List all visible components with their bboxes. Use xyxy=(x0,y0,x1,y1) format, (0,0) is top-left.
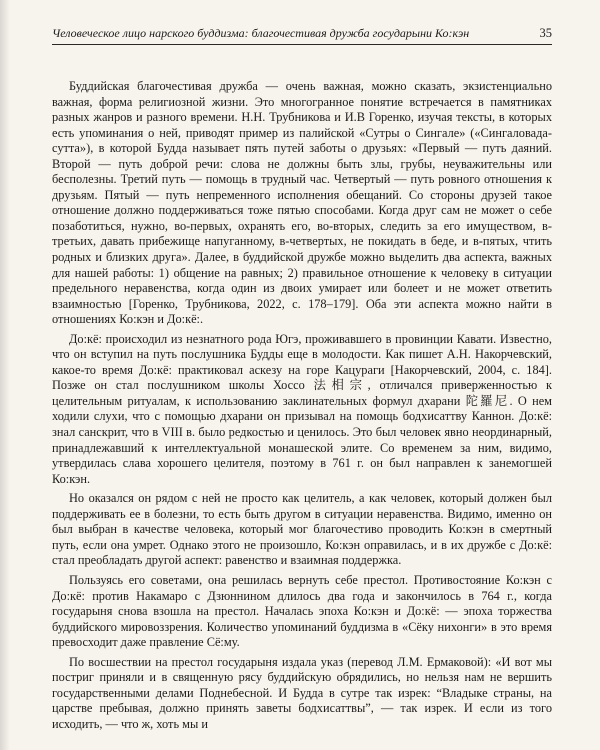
binding-shadow xyxy=(0,0,10,750)
body-text xyxy=(52,79,552,732)
running-title: Человеческое лицо нарского буддизма: благочестивая дружба государыни Ко:кэн xyxy=(52,26,470,40)
paragraph-4: Пользуясь его советами, она решилась вернуть себе престол. Противостояние Ко:кэн с До:кё: против Накамаро с Дзюннином длилось два года и закончилось в 764 г., когда государыня снова взошла на престол. Началась эпоха Ко:кэн и До:кё: — эпоха торжества буддийского мировоззрения. Количество упоминаний буддизма в «Сёку нихонги» в это время превосходит даже правление Сё:му. xyxy=(52,572,552,650)
paragraph-2: До:кё: происходил из незнатного рода Югэ, проживавшего в провинции Кавати. Известно, что он вступил на путь послушника Будды еще в молодости. Как пишет А.Н. Накорчевский, какое-то время До:кё: практиковал аскезу на горе Кацураги [Накорчевский, 2004, с. 184]. Позже он стал послушником школы Хоссо 法相宗, отличался приверженностью к целительным ритуалам, к использованию заклинательных формул дхарани 陀羅尼. О нем ходили слухи, что с помощью дхарани он призывал на помощь бодхисаттву Каннон. До:кё: знал санскрит, что в VIII в. было редкостью и ценилось. Это был человек явно неординарный, принадлежавший к интеллектуальной монашеской элите. Со временем за ним, видимо, утвердилась слава хорошего целителя, поэтому в 761 г. он был направлен к занемогшей Ко:кэн. xyxy=(52,331,552,486)
running-header xyxy=(52,26,552,45)
paragraph-1: Буддийская благочестивая дружба — очень важная, можно сказать, экзистенциально важная, форма религиозной жизни. Это многогранное понятие встречается в памятниках разных жанров и разного времени. Н.Н. Трубникова и И.В Горенко, изучая тексты, в которых есть упоминания о ней, приводят пример из палийской «Сутры о Сингале» («Сингаловада-сутта»), в которой Будда называет пять путей заботы о друзьях: «Первый — путь даяний. Второй — путь доброй речи: слова не должны быть злы, грубы, неуважительны или бесполезны. Третий путь — помощь в трудный час. Четвертый — путь ровного отношения к друзьям. Пятый — путь непременного исполнения обещаний. Со стороны друзей такое отношение должно поддерживаться тоже пятью способами. Когда друг сам не может о себе позаботиться, нужно, во-первых, охранять его, во-вторых, следить за его имуществом, в-третьих, давать прибежище напуганному, в-четвертых, не покидать в беде, и в-пятых, чтить родных и близких друга». Далее, в буддийской дружбе можно выделить два аспекта, важных для нашей работы: 1) общение на равных; 2) правильное отношение к человеку в ситуации предельного неравенства, когда один из двоих умирает или болеет и не может ответить взаимностью [Горенко, Трубникова, 2022, с. 178–179]. Оба эти аспекта можно найти в отношениях Ко:кэн и До:кё:. xyxy=(52,79,552,327)
paragraph-5: По восшествии на престол государыня издала указ (перевод Л.М. Ермаковой): «И вот мы постриг приняли и в священную рясу буддийскую обрядились, но нельзя нам не вершить государственными делами Поднебесной. И Будда в сутре так изрек: “Владыке страны, на царстве пребывая, должно принять заветы бодхисаттвы”, — так изрек. И если из того исходить, — что ж, хоть мы и xyxy=(52,654,552,731)
paragraph-3: Но оказался он рядом с ней не просто как целитель, а как человек, который должен был поддерживать ее в болезни, то есть быть другом в ситуации неравенства. Видимо, именно он был выбран в качестве человека, который мог благочестиво проводить Ко:кэн в смертный путь, если она умрет. Однако этого не произошло, Ко:кэн оправилась, и в их дружбе с До:кё: стал преобладать другой аспект: равенство и взаимная поддержка. xyxy=(52,491,552,568)
page-number: 35 xyxy=(539,26,552,40)
